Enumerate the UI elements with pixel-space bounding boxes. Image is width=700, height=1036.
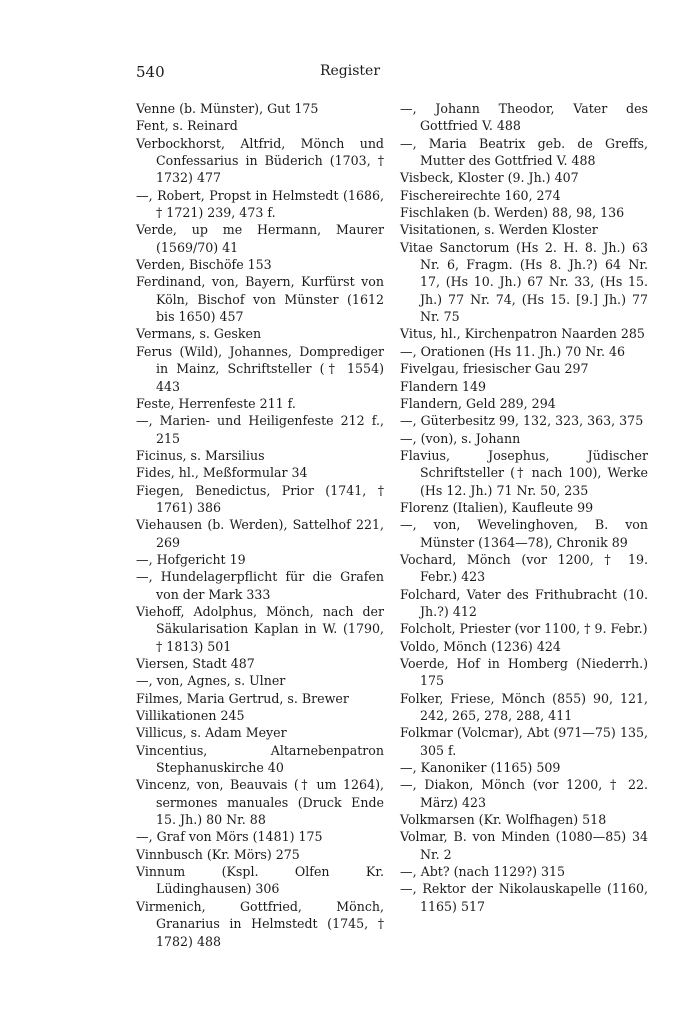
index-entry: Viersen, Stadt 487: [136, 656, 255, 671]
index-column-right: [400, 100, 648, 915]
index-entry: Fivelgau, friesischer Gau 297: [400, 361, 589, 377]
index-column-left: [136, 100, 384, 950]
index-entry: Flavius, Josephus, Jüdischer Schriftsteller († nach 100), Werke (Hs 12. Jh.) 71 Nr. 50, 235: [400, 447, 648, 498]
index-entry: Vinnum (Kspl. Olfen Kr. Lüdinghausen) 306: [136, 864, 384, 897]
index-entry: —, Orationen (Hs 11. Jh.) 70 Nr. 46: [400, 343, 625, 359]
index-entry: Folker, Friese, Mönch (855) 90, 121, 242, 265, 278, 288, 411: [400, 690, 648, 724]
index-entry: Verden, Bischöfe 153: [136, 257, 272, 273]
index-entry: Villicus, s. Adam Meyer: [136, 725, 287, 741]
page-number: 540: [136, 63, 165, 81]
index-entry: Flandern 149: [400, 378, 487, 394]
running-title: Register: [319, 63, 381, 79]
index-entry: Vincentius, Altarnebenpatron Stephanuskirche 40: [136, 742, 384, 776]
index-entry: Fiegen, Benedictus, Prior (1741, † 1761) 386: [136, 482, 384, 515]
index-entry: Vinnbusch (Kr. Mörs) 275: [136, 846, 300, 862]
index-entry: Fischlaken (b. Werden) 88, 98, 136: [400, 205, 625, 221]
index-entry: Volmar, B. von Minden (1080—85) 34 Nr. 2: [400, 829, 648, 862]
index-entry: Ferus (Wild), Johannes, Domprediger in Mainz, Schriftsteller († 1554) 443: [136, 343, 384, 394]
index-entry: Folchard, Vater des Frithubracht (10. Jh.?) 412: [400, 586, 648, 619]
index-entry: —, Hundelagerpflicht für die Grafen von der Mark 333: [136, 569, 384, 602]
index-entry: Visitationen, s. Werden Kloster: [400, 222, 598, 238]
index-entry: Ferdinand, von, Bayern, Kurfürst von Köln, Bischof von Münster (1612 bis 1650) 457: [136, 274, 384, 325]
index-entry: Feste, Herrenfeste 211 f.: [136, 395, 296, 411]
index-entry: —, Marien- und Heiligenfeste 212 f., 215: [136, 413, 384, 446]
index-entry: —, Graf von Mörs (1481) 175: [136, 829, 323, 845]
index-entry: Verde, up me Hermann, Maurer (1569/70) 41: [136, 222, 384, 255]
index-entry: —, von, Agnes, s. Ulner: [136, 673, 286, 689]
index-entry: —, Johann Theodor, Vater des Gottfried V. 488: [400, 101, 648, 134]
index-entry: —, Robert, Propst in Helmstedt (1686, † 1721) 239, 473 f.: [136, 187, 384, 221]
index-entry: —, Hofgericht 19: [136, 551, 246, 567]
index-entry: Visbeck, Kloster (9. Jh.) 407: [400, 170, 579, 186]
index-entry: Flandern, Geld 289, 294: [400, 395, 556, 411]
index-entry: —, Güterbesitz 99, 132, 323, 363, 375: [400, 413, 644, 429]
index-entry: Vitus, hl., Kirchenpatron Naarden 285: [400, 326, 645, 342]
index-entry: Folcholt, Priester (vor 1100, † 9. Febr.): [400, 621, 648, 637]
index-entry: Viehausen (b. Werden), Sattelhof 221, 269: [136, 517, 384, 550]
index-entry: Fides, hl., Meßformular 34: [136, 465, 308, 481]
index-entry: —, Rektor der Nikolauskapelle (1160, 1165) 517: [400, 881, 648, 914]
index-entry: Vitae Sanctorum (Hs 2. H. 8. Jh.) 63 Nr. 6, Fragm. (Hs 8. Jh.?) 64 Nr. 17, (Hs 10. Jh.) 67 Nr. 33, (Hs 15. Jh.) 77 Nr. 74, (Hs 15. [9.] Jh.) 77 Nr. 75: [400, 239, 648, 325]
index-entry: Folkmar (Volcmar), Abt (971—75) 135, 305 f.: [400, 725, 648, 758]
index-entry: Villikationen 245: [136, 708, 245, 724]
index-entry: Fent, s. Reinard: [136, 118, 238, 134]
index-entry: Florenz (Italien), Kaufleute 99: [400, 499, 594, 515]
index-entry: —, Maria Beatrix geb. de Greffs, Mutter des Gottfried V. 488: [400, 135, 648, 169]
index-entry: —, (von), s. Johann: [400, 430, 521, 446]
index-entry: Vermans, s. Gesken: [136, 326, 262, 342]
index-entry: Ficinus, s. Marsilius: [136, 447, 265, 463]
index-entry: —, Abt? (nach 1129?) 315: [400, 864, 566, 880]
index-entry: Voerde, Hof in Homberg (Niederrh.) 175: [400, 656, 648, 689]
index-entry: Virmenich, Gottfried, Mönch, Granarius in Helmstedt (1745, † 1782) 488: [136, 898, 384, 949]
index-entry: Venne (b. Münster), Gut 175: [136, 101, 319, 116]
index-entry: Voldo, Mönch (1236) 424: [400, 638, 561, 654]
index-entry: Vochard, Mönch (vor 1200, † 19. Febr.) 423: [400, 551, 648, 585]
index-entry: Vincenz, von, Beauvais († um 1264), sermones manuales (Druck Ende 15. Jh.) 80 Nr. 88: [136, 777, 384, 828]
index-entry: Filmes, Maria Gertrud, s. Brewer: [136, 690, 349, 706]
index-entry: Fischereirechte 160, 274: [400, 187, 561, 203]
index-entry: —, von, Wevelinghoven, B. von Münster (1364—78), Chronik 89: [400, 517, 648, 550]
index-entry: Volkmarsen (Kr. Wolfhagen) 518: [400, 812, 607, 828]
index-entry: Verbockhorst, Altfrid, Mönch und Confessarius in Büderich (1703, † 1732) 477: [136, 135, 384, 186]
index-entry: Viehoff, Adolphus, Mönch, nach der Säkularisation Kaplan in W. (1790, † 1813) 501: [136, 603, 384, 654]
index-entry: —, Diakon, Mönch (vor 1200, † 22. März) 423: [400, 777, 648, 810]
index-entry: —, Kanoniker (1165) 509: [400, 760, 561, 776]
